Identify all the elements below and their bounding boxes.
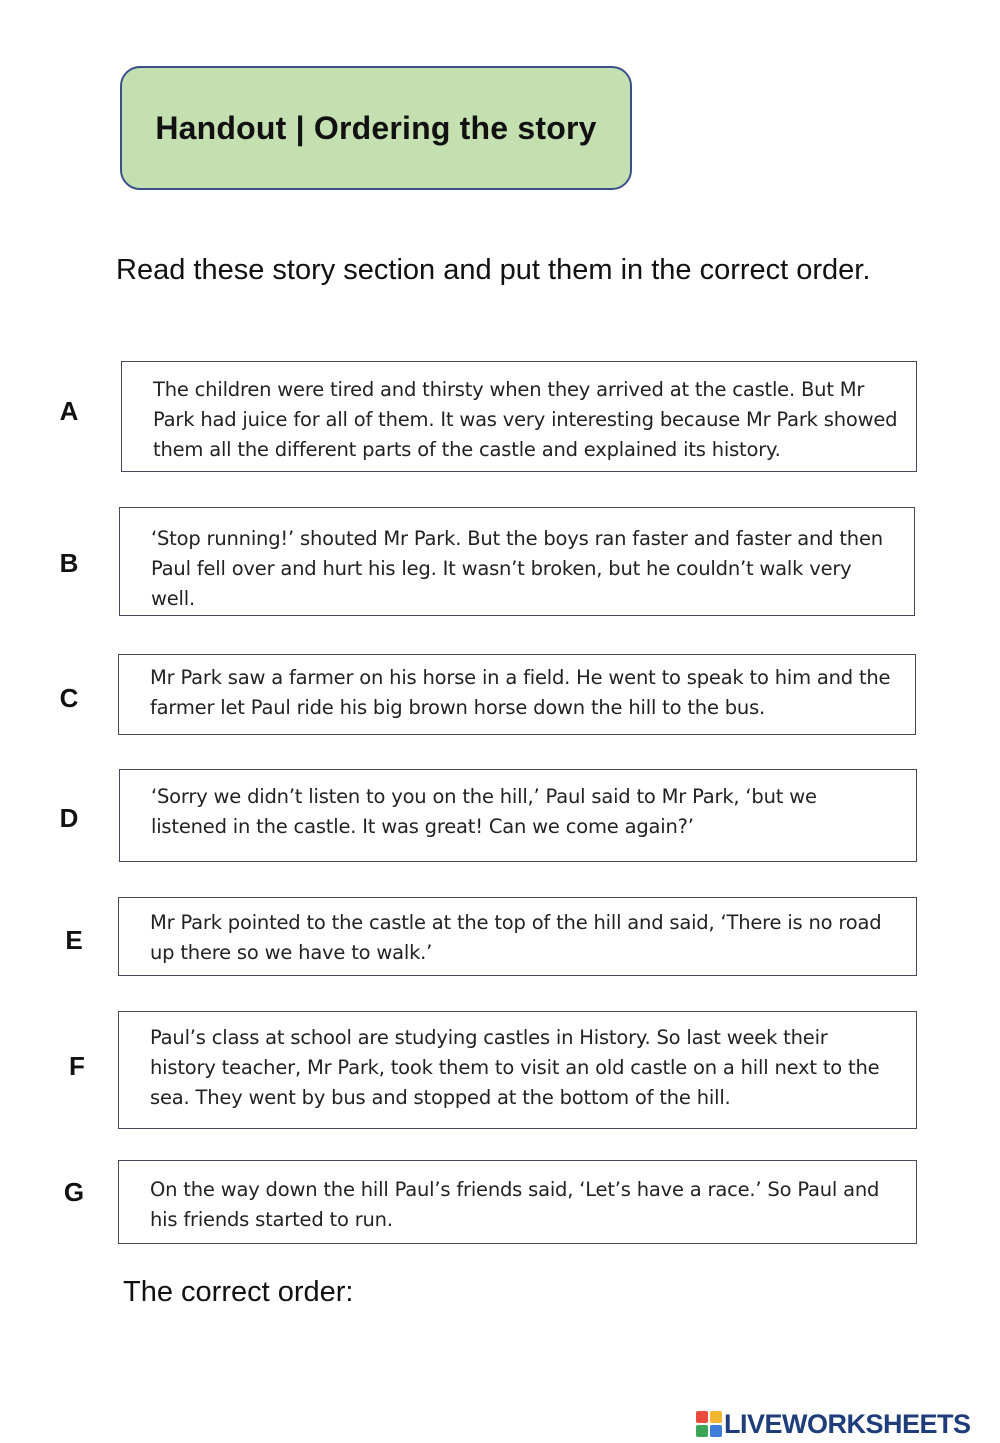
section-letter-f: F xyxy=(69,1051,85,1081)
story-section-e[interactable] xyxy=(118,897,917,976)
section-letter-a: A xyxy=(59,396,79,426)
story-section-d[interactable] xyxy=(119,769,917,862)
liveworksheets-logo-icon xyxy=(696,1411,722,1437)
story-section-b[interactable] xyxy=(119,507,915,616)
watermark xyxy=(696,1407,971,1441)
logo-square xyxy=(696,1411,708,1423)
correct-order-label: The correct order: xyxy=(123,1276,354,1308)
section-letter-g: G xyxy=(63,1177,85,1207)
title-banner xyxy=(120,66,632,190)
story-section-c[interactable] xyxy=(118,654,916,735)
story-section-text: Mr Park saw a farmer on his horse in a field. He went to speak to him and the farmer let Paul ride his big brown horse down the hill to the bus. xyxy=(150,666,891,719)
story-section-text: ‘Stop running!’ shouted Mr Park. But the boys ran faster and faster and then Paul fell over and hurt his leg. It wasn’t broken, but he couldn’t walk very well. xyxy=(151,527,883,610)
story-section-text: Mr Park pointed to the castle at the top of the hill and said, ‘There is no road up there so we have to walk.’ xyxy=(150,911,882,964)
section-letter-d: D xyxy=(59,803,79,833)
story-section-f[interactable] xyxy=(118,1011,917,1129)
instructions-text: Read these story section and put them in the correct order. xyxy=(116,254,871,286)
story-section-a[interactable] xyxy=(121,361,917,472)
logo-square xyxy=(710,1411,722,1423)
logo-square xyxy=(710,1425,722,1437)
story-section-text: ‘Sorry we didn’t listen to you on the hill,’ Paul said to Mr Park, ‘but we listened in the castle. It was great! Can we come again?’ xyxy=(151,785,817,838)
section-letter-c: C xyxy=(59,683,79,713)
section-letter-e: E xyxy=(65,925,83,955)
story-section-g[interactable] xyxy=(118,1160,917,1244)
section-letter-b: B xyxy=(59,548,79,578)
story-section-text: The children were tired and thirsty when they arrived at the castle. But Mr Park had juice for all of them. It was very interesting because Mr Park showed them all the different parts of the castle and explained its history. xyxy=(153,378,898,461)
page-title: Handout | Ordering the story xyxy=(155,109,597,146)
logo-square xyxy=(696,1425,708,1437)
story-section-text: On the way down the hill Paul’s friends said, ‘Let’s have a race.’ So Paul and his friends started to run. xyxy=(150,1178,880,1231)
watermark-text: LIVEWORKSHEETS xyxy=(724,1408,971,1439)
story-section-text: Paul’s class at school are studying castles in History. So last week their history teacher, Mr Park, took them to visit an old castle on a hill next to the sea. They went by bus and stopped at the bottom of the hill. xyxy=(150,1026,880,1109)
